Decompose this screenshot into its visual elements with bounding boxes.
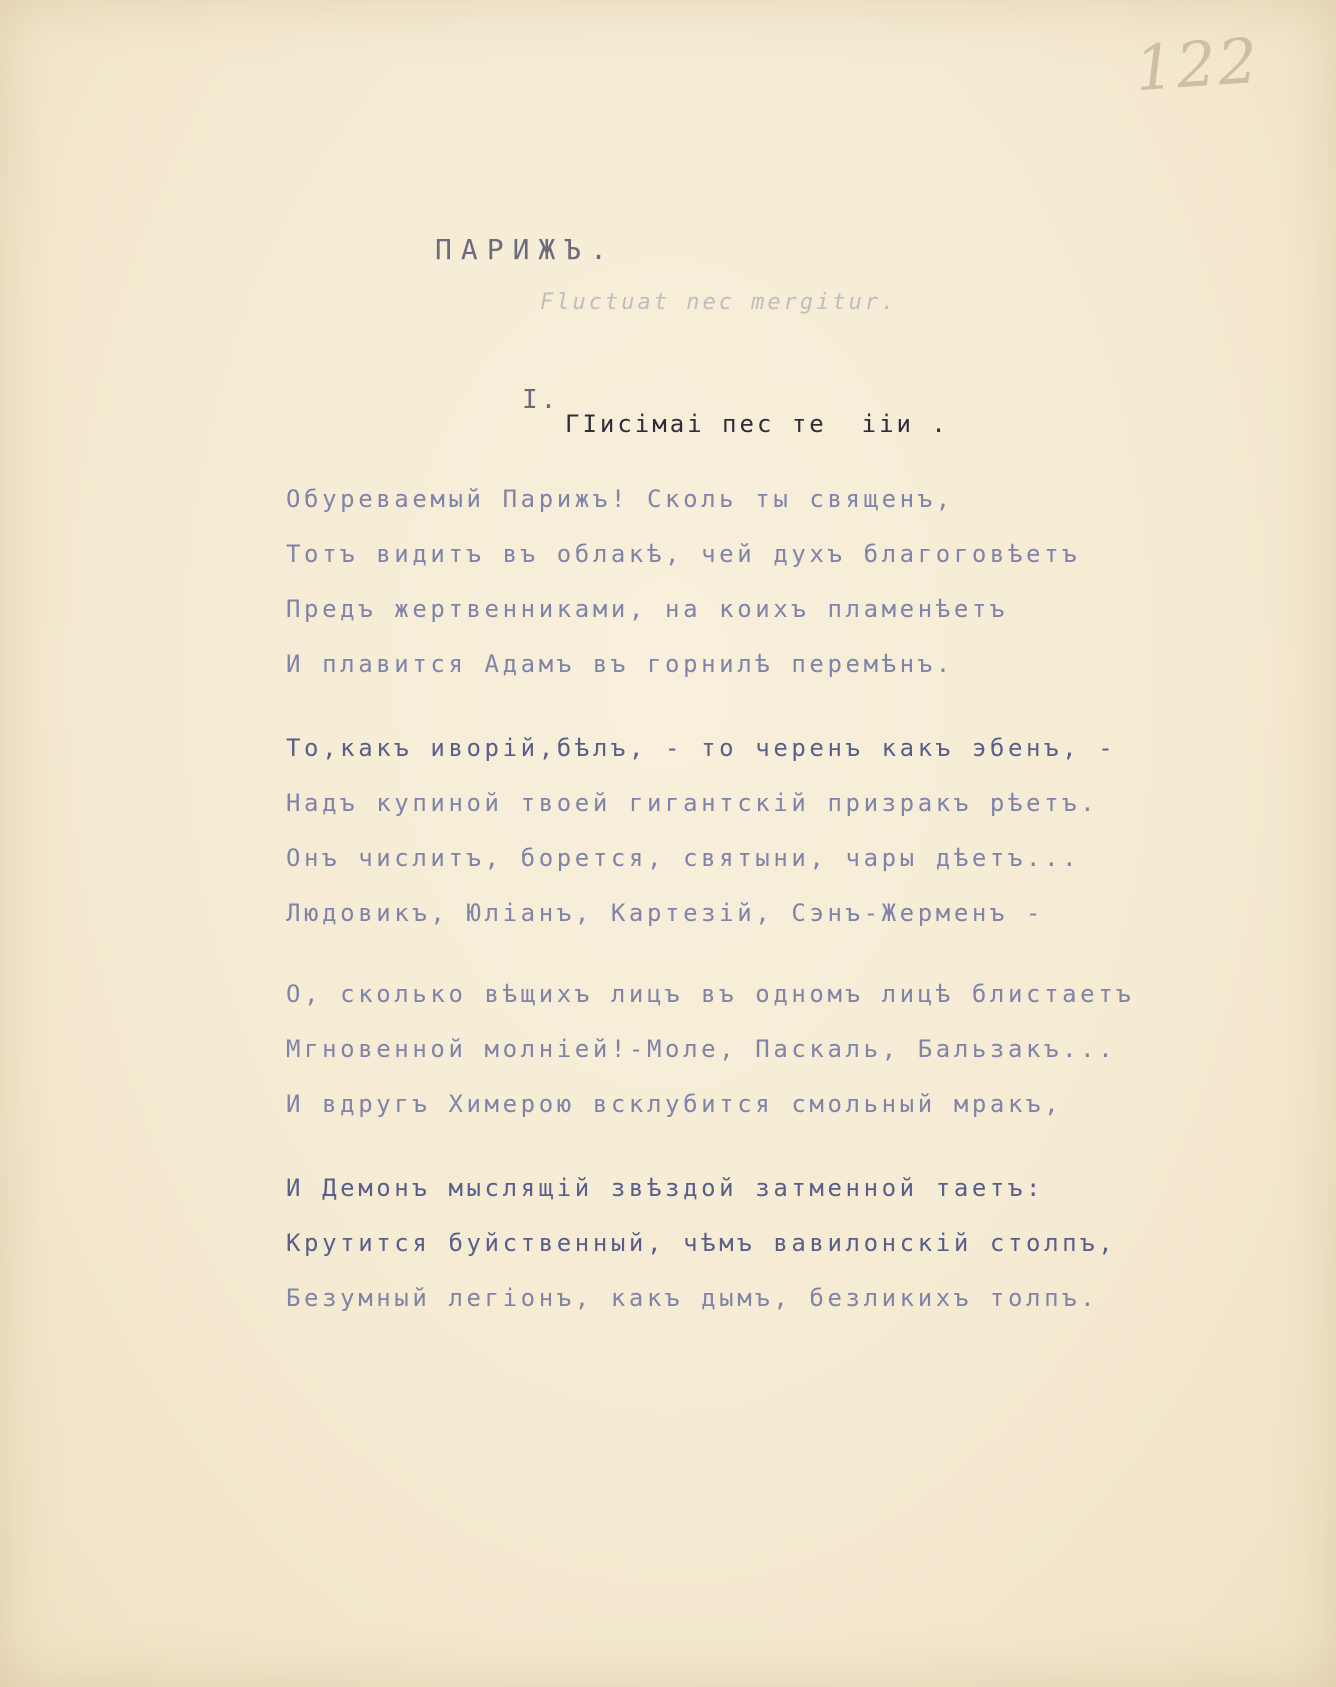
verse-line: Надъ купиной твоей гигантскiй призракъ рѣетъ.	[286, 789, 1099, 817]
stanza-2	[286, 721, 1116, 941]
verse-line: О, сколько вѣщихъ лицъ въ одномъ лицѣ блистаетъ	[286, 980, 1135, 1008]
verse-line: Обуреваемый Парижъ! Сколь ты священъ,	[286, 485, 954, 513]
verse-line: Мгновенной молнiей!-Моле, Паскаль, Бальзакъ...	[286, 1035, 1117, 1063]
stanza-3	[286, 967, 1134, 1132]
verse-line: Тотъ видитъ въ облакѣ, чей духъ благоговѣетъ	[286, 540, 1081, 568]
section-title: ГIисiмаi пес те iiи .	[565, 410, 949, 438]
epigraph: Fluctuat nec mergitur.	[540, 290, 898, 315]
stanza-4	[286, 1161, 1116, 1326]
verse-line: И плавится Адамъ въ горнилѣ перемѣнъ.	[286, 650, 954, 678]
folio-number: 122	[1132, 23, 1262, 106]
verse-line: То,какъ иворiй,бѣлъ, - то черенъ какъ эбенъ, -	[286, 734, 1117, 762]
verse-line: И Демонъ мыслящiй звѣздой затменной таетъ:	[286, 1174, 1045, 1202]
verse-line: Предъ жертвенниками, на коихъ пламенѣетъ	[286, 595, 1008, 623]
verse-line: Крутится буйственный, чѣмъ вавилонскiй столпъ,	[286, 1229, 1117, 1257]
verse-line: Людовикъ, Юлiанъ, Картезiй, Сэнъ-Жерменъ -	[286, 899, 1045, 927]
verse-line: И вдругъ Химерою всклубится смольный мракъ,	[286, 1090, 1063, 1118]
verse-line: Онъ числитъ, борется, святыни, чары дѣетъ...	[286, 844, 1081, 872]
stanza-1	[286, 472, 1080, 692]
verse-line: Безумный легiонъ, какъ дымъ, безликихъ толпъ.	[286, 1284, 1099, 1312]
poem-title: ПАРИЖЪ.	[435, 233, 617, 266]
section-number: I.	[522, 385, 560, 415]
